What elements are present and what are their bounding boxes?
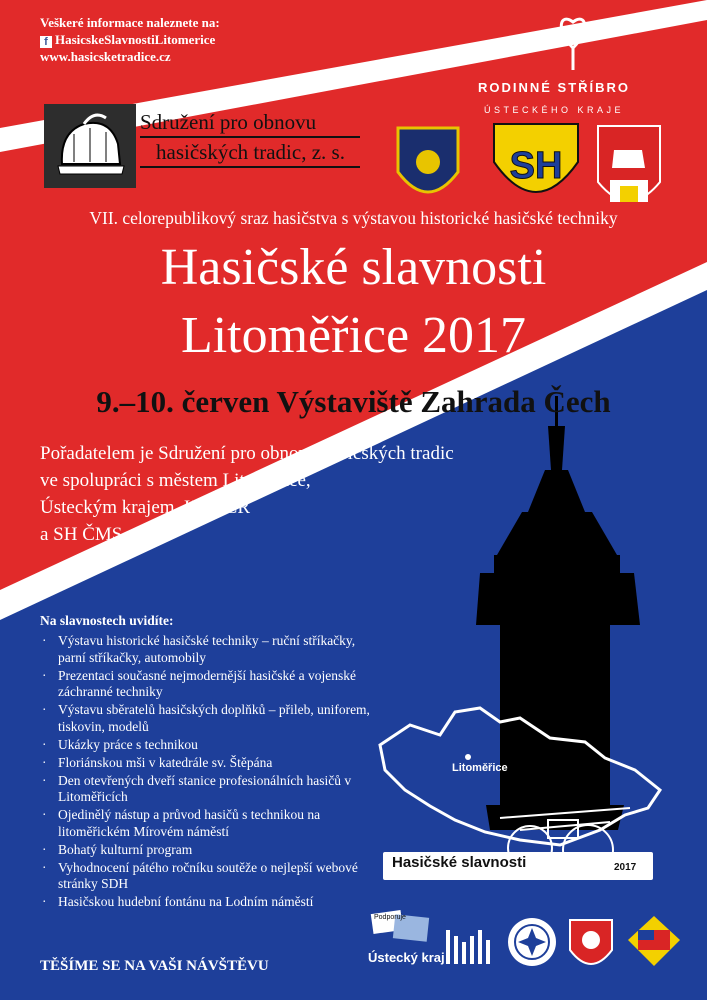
facebook-link[interactable]: [40, 31, 220, 48]
list-item: · Výstavu historické hasičské techniky – ruční stříkačky, parní stříkačky, automobily: [40, 633, 370, 666]
org-name-line2: hasičských tradic, z. s.: [140, 138, 360, 168]
usti-podporuje: Podporuje: [374, 914, 406, 921]
facebook-icon: f: [40, 36, 52, 48]
map-label: Litoměřice: [452, 762, 508, 774]
info-heading: Veškeré informace naleznete na:: [40, 15, 220, 30]
event-subtitle: VII. celorepublikový sraz hasičstva s výstavou historické hasičské techniky: [89, 208, 618, 228]
hzs-emblem-icon: [398, 128, 458, 192]
event-title: [0, 234, 707, 370]
event-title-line2: Litoměřice 2017: [180, 307, 527, 364]
org-name-line1: Sdružení pro obnovu: [140, 108, 360, 138]
slavnosti-logo-year: 2017: [614, 862, 637, 873]
org-logo: [44, 104, 136, 188]
organizer-line1: Pořadatelem je Sdružení pro obnovu hasičských tradic: [40, 443, 454, 464]
list-item: · Ojedinělý nástup a průvod hasičů s technikou na litoměřickém Mírovém náměstí: [40, 807, 370, 840]
list-item: · Ukázky práce s technikou: [40, 737, 370, 754]
fire-helmet-icon: [44, 104, 136, 188]
program-list: [40, 633, 370, 912]
svg-text:SH: SH: [509, 145, 563, 187]
list-item: · Vyhodnocení pátého ročníku soutěže o nejlepší webové stránky SDH: [40, 860, 370, 893]
list-item: · Den otevřených dveří stanice profesionálních hasičů v Litoměřicích: [40, 773, 370, 806]
organizer-line2: ve spolupráci s městem Litoměřice,: [40, 470, 311, 491]
policie-badge-icon: [508, 918, 556, 966]
event-title-line1: Hasičské slavnosti: [160, 239, 547, 296]
event-date: 9.–10. červen Výstaviště Zahrada Čech: [96, 384, 611, 419]
list-item: · Výstavu sběratelů hasičských doplňků – přileb, uniforem, tiskovin, modelů: [40, 702, 370, 735]
army-emblem-icon: [570, 920, 612, 964]
web-link[interactable]: www.hasicsketradice.cz: [40, 49, 171, 64]
list-item: · Prezentaci současné nejmodernější hasičské a vojenské záchranné techniky: [40, 668, 370, 701]
slavnosti-logo-text: Hasičské slavnosti: [392, 854, 527, 871]
usti-kraj-text: Ústecký kraj: [368, 950, 445, 965]
info-block: [40, 14, 220, 65]
rodinne-stribro-logo: [464, 80, 644, 115]
list-item: · Bohatý kulturní program: [40, 842, 370, 859]
organizer-text: [40, 440, 454, 548]
list-item: · Floriánskou mši v katedrále sv. Štěpána: [40, 755, 370, 772]
program-heading: Na slavnostech uvidíte:: [40, 613, 174, 628]
organizer-line4: a SH ČMS: [40, 524, 123, 545]
litomerice-coat-of-arms-icon: [598, 126, 660, 202]
rodinne-line2: ÚSTECKÉHO KRAJE: [483, 105, 625, 115]
organizer-line3: Ústeckým krajem, HZS ČR: [40, 497, 251, 518]
facebook-label: HasicskeSlavnostiLitomerice: [55, 32, 216, 47]
org-name: [140, 108, 360, 168]
list-item: · Hasičskou hudební fontánu na Lodním náměstí: [40, 894, 370, 911]
rodinne-line1: RODINNÉ STŘÍBRO: [477, 80, 631, 95]
footer-slogan: TĚŠÍME SE NA VAŠI NÁVŠTĚVU: [40, 958, 269, 974]
